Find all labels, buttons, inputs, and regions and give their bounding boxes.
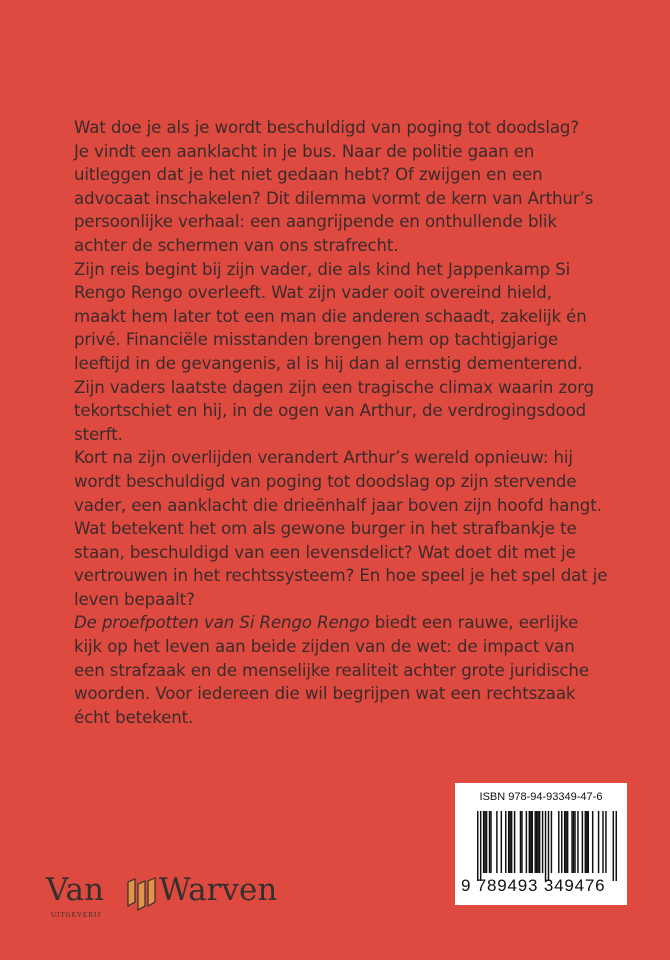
barcode-bar bbox=[582, 811, 583, 873]
blurb-line: Kort na zijn overlijden verandert Arthur’s wereld opnieuw: hij bbox=[74, 448, 573, 468]
barcode-bar bbox=[536, 811, 537, 873]
barcode-bar bbox=[561, 811, 562, 873]
back-cover-blurb bbox=[74, 116, 634, 729]
blurb-line: maakt hem later tot een man die anderen schaadt, zakelijk én bbox=[74, 306, 587, 326]
barcode-bar bbox=[529, 811, 530, 873]
barcode-digits: 9 789493 349476 bbox=[461, 876, 606, 895]
blurb-line: Wat doe je als je wordt beschuldigd van poging tot doodslag? bbox=[74, 118, 580, 137]
barcode-bar bbox=[537, 811, 538, 873]
blurb-line: Zijn reis begint bij zijn vader, die als kind het Jappenkamp Si bbox=[74, 259, 571, 279]
logo-mark-icon bbox=[126, 876, 160, 912]
isbn-barcode bbox=[455, 783, 627, 905]
blurb-line: staan, beschuldigd van een levensdelict? Wat doet dit met je bbox=[74, 542, 576, 562]
isbn-label: ISBN 978-94-93349-47-6 bbox=[479, 791, 603, 803]
barcode-bar bbox=[496, 811, 497, 873]
logo-text-warven: Warven bbox=[159, 872, 278, 908]
barcode-bar bbox=[585, 811, 586, 873]
blurb-line: advocaat inschakelen? Dit dilemma vormt de kern van Arthur’s bbox=[74, 188, 594, 208]
barcode-bar bbox=[508, 811, 509, 873]
barcode-bar bbox=[551, 811, 552, 873]
barcode-bar bbox=[548, 811, 549, 881]
barcode-bar bbox=[511, 811, 512, 873]
blurb-line: persoonlijke verhaal: een aangrijpende en onthullende blik bbox=[74, 212, 557, 232]
barcode-bars bbox=[477, 811, 617, 881]
blurb-line: kijk op het leven aan beide zijden van de wet: de impact van bbox=[74, 637, 575, 657]
blurb-line: leven bepaalt? bbox=[74, 589, 195, 609]
blurb-line: Wat betekent het om als gewone burger in het strafbankje te bbox=[74, 519, 577, 539]
logo-subtitle: UITGEVERIJ bbox=[51, 911, 102, 919]
barcode-bar bbox=[598, 811, 599, 873]
logo-text-van: Van bbox=[46, 872, 104, 908]
blurb-line: uitleggen dat je het niet gedaan hebt? Of zwijgen en een bbox=[74, 165, 543, 185]
barcode-bar bbox=[514, 811, 515, 873]
blurb-line: privé. Financiële misstanden brengen hem op tachtigjarige bbox=[74, 330, 559, 350]
barcode-bar bbox=[616, 811, 617, 881]
blurb-line: wordt beschuldigd van poging tot doodslag op zijn stervende bbox=[74, 471, 577, 491]
barcode-bar bbox=[486, 811, 487, 873]
blurb-line: tekortschiet en hij, in de ogen van Arthur, de verdrogingsdood bbox=[74, 401, 587, 421]
barcode-bar bbox=[592, 811, 593, 873]
barcode-bar bbox=[539, 811, 540, 873]
book-title: De proefpotten van Si Rengo Rengo bbox=[74, 613, 370, 633]
barcode-bar bbox=[564, 811, 565, 873]
barcode-bar bbox=[532, 811, 533, 873]
barcode-bar bbox=[509, 811, 510, 873]
barcode-bar bbox=[558, 811, 559, 873]
barcode-bar bbox=[484, 811, 485, 873]
barcode-bar bbox=[588, 811, 589, 873]
blurb-line: vader, een aanklacht die drieënhalf jaar boven zijn hoofd hangt. bbox=[74, 495, 602, 515]
barcode-bar bbox=[602, 811, 603, 873]
barcode-bar bbox=[573, 811, 574, 873]
barcode-bar bbox=[505, 811, 506, 873]
barcode-bar bbox=[530, 811, 531, 873]
blurb-line: achter de schermen van ons strafrecht. bbox=[74, 235, 399, 255]
barcode-bar bbox=[534, 811, 535, 873]
barcode-bar bbox=[545, 811, 546, 881]
barcode-bar bbox=[520, 811, 521, 873]
barcode-bar bbox=[490, 811, 491, 873]
blurb-line bbox=[74, 611, 634, 635]
barcode-bar bbox=[565, 811, 566, 873]
barcode-bar bbox=[483, 811, 484, 873]
blurb-line: Je vindt een aanklacht in je bus. Naar de politie gaan en bbox=[74, 141, 535, 161]
publisher-logo bbox=[46, 872, 286, 922]
barcode-bar bbox=[526, 811, 527, 873]
barcode-bar bbox=[567, 811, 568, 873]
blurb-line: sterft. bbox=[74, 424, 123, 444]
blurb-line: een strafzaak en de menselijke realiteit achter grote juridische bbox=[74, 660, 589, 680]
barcode-bar bbox=[586, 811, 587, 873]
barcode-bar bbox=[571, 811, 572, 873]
blurb-line: woorden. Voor iedereen die wil begrijpen wat een rechtszaak bbox=[74, 684, 576, 704]
barcode-bar bbox=[613, 811, 614, 881]
blurb-line: Zijn vaders laatste dagen zijn een tragische climax waarin zorg bbox=[74, 377, 595, 397]
barcode-bar bbox=[521, 811, 522, 873]
blurb-text: biedt een rauwe, eerlijke bbox=[369, 613, 579, 633]
barcode-bar bbox=[542, 811, 543, 873]
blurb-line: leeftijd in de gevangenis, al is hij dan al ernstig dementerend. bbox=[74, 353, 583, 373]
barcode-bar bbox=[489, 811, 490, 873]
barcode-bar bbox=[574, 811, 575, 873]
barcode-bar bbox=[577, 811, 578, 873]
barcode-bar bbox=[501, 811, 502, 873]
blurb-line: écht betekent. bbox=[74, 707, 194, 727]
blurb-line: vertrouwen in het rechtssysteem? En hoe speel je het spel dat je bbox=[74, 566, 608, 586]
barcode-bar bbox=[477, 811, 478, 881]
barcode-bar bbox=[480, 811, 481, 881]
blurb-line: Rengo Rengo overleeft. Wat zijn vader ooit overeind hield, bbox=[74, 283, 552, 303]
barcode-bar bbox=[605, 811, 606, 873]
